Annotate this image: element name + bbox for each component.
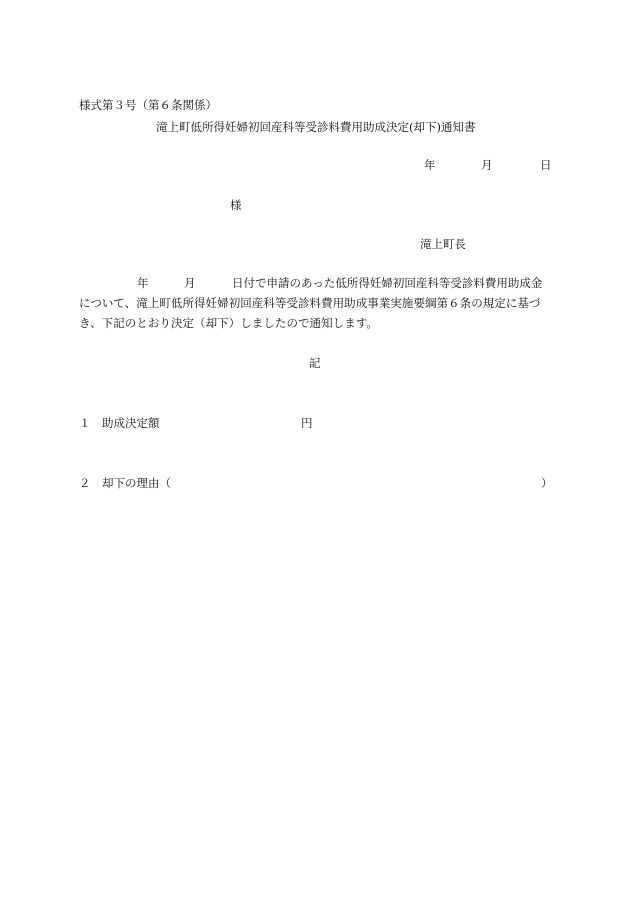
item-amount-unit: 円 [301,416,313,430]
body-line2: について、滝上町低所得妊婦初回産科等受診料費用助成事業実施要綱第６条の規定に基づ [79,296,541,310]
item-rejection-label: 却下の理由（ [102,476,171,490]
issuer-name: 滝上町長 [420,237,466,251]
body-year: 年 [137,276,149,290]
form-number: 様式第３号（第６条関係） [79,98,217,112]
item-rejection-close-paren: ） [541,476,553,490]
item-rejection-number: ２ [79,476,91,490]
item-amount-number: １ [79,416,91,430]
ki-heading: 記 [309,356,321,370]
body-line3: き、下記のとおり決定（却下）しましたので通知します。 [79,316,378,330]
item-amount-label: 助成決定額 [102,416,160,430]
document-title: 滝上町低所得妊婦初回産科等受診料費用助成決定(却下)通知書 [156,120,476,134]
body-month: 月 [184,276,196,290]
header-date-day: 日 [540,158,552,172]
header-date-year: 年 [424,158,436,172]
header-date-month: 月 [481,158,493,172]
recipient-suffix: 様 [230,198,242,212]
body-line1-tail: 日付で申請のあった低所得妊婦初回産科等受診料費用助成金 [232,276,543,290]
